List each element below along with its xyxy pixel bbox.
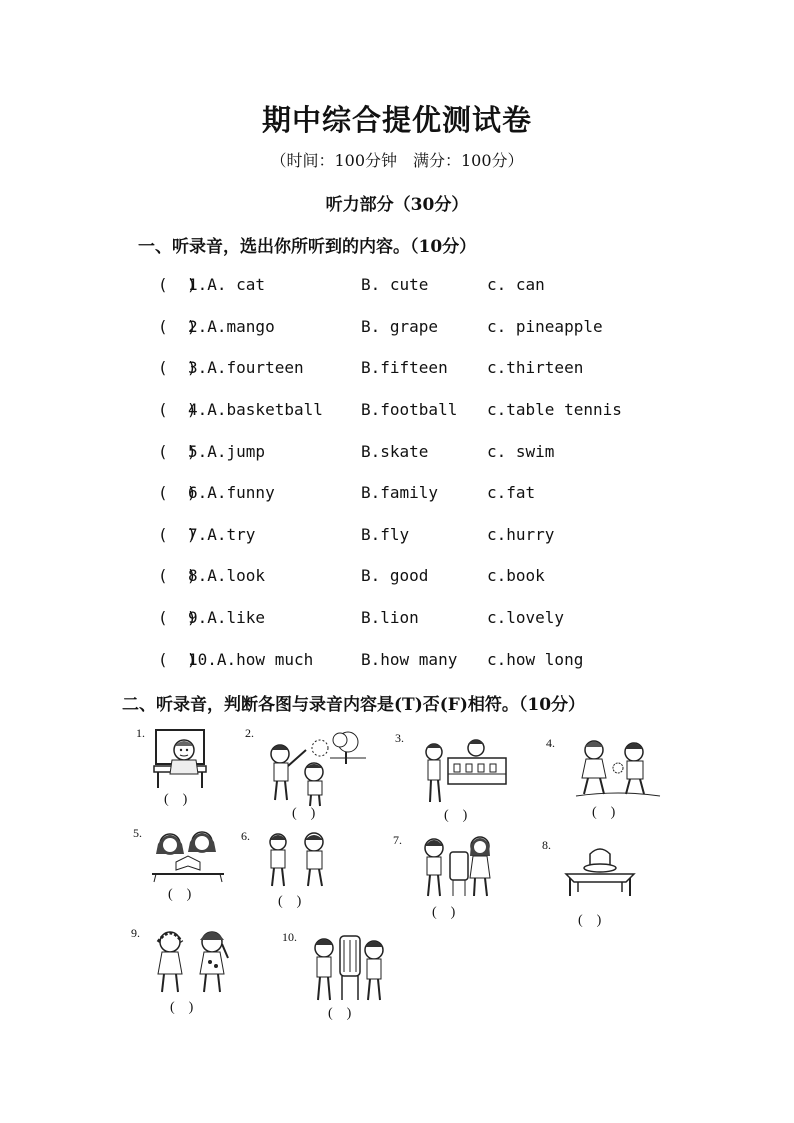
two-girls-reading-icon [150, 826, 226, 884]
kids-by-chair-icon [306, 932, 392, 1004]
option-a: 2.A.mango [188, 317, 275, 336]
option-c: c. pineapple [487, 317, 603, 336]
option-a: 1.A. cat [188, 275, 266, 294]
answer-blank[interactable]: ( ) [164, 792, 188, 807]
option-c: c.thirteen [487, 358, 584, 377]
option-b: B.family [361, 483, 439, 502]
kids-with-chair-icon [418, 834, 498, 900]
two-kids-talking-icon [262, 830, 336, 890]
answer-blank[interactable]: ( ) [158, 483, 197, 502]
answer-blank[interactable]: ( ) [158, 400, 197, 419]
boy-at-desk-icon [150, 728, 212, 790]
answer-blank[interactable]: ( ) [158, 442, 197, 461]
kids-playing-icon [572, 736, 664, 800]
answer-blank[interactable]: ( ) [158, 608, 197, 627]
answer-blank[interactable]: ( ) [158, 317, 197, 336]
option-b: B.fifteen [361, 358, 448, 377]
option-b: B. cute [361, 275, 429, 294]
option-b: B. grape [361, 317, 439, 336]
page-title: 期中综合提优测试卷 [261, 103, 532, 137]
answer-blank[interactable]: ( ) [278, 894, 302, 909]
option-b: B.football [361, 400, 458, 419]
option-a: 8.A.look [188, 566, 266, 585]
kids-shop-counter-icon [418, 734, 510, 806]
option-a: 10.A.how much [188, 650, 314, 669]
kids-pointing-icon [262, 728, 370, 808]
picture-number: 1. [136, 726, 145, 740]
answer-blank[interactable]: ( ) [168, 887, 192, 902]
option-a: 6.A.funny [188, 483, 275, 502]
option-b: B.lion [361, 608, 419, 627]
option-b: B.skate [361, 442, 429, 461]
picture-number: 6. [241, 829, 250, 843]
two-girls-icon [150, 928, 236, 996]
option-c: c.table tennis [487, 400, 622, 419]
option-c: c. can [487, 275, 545, 294]
answer-blank[interactable]: ( ) [158, 566, 197, 585]
answer-blank[interactable]: ( ) [158, 275, 197, 294]
answer-blank[interactable]: ( ) [158, 358, 197, 377]
picture-number: 5. [133, 826, 142, 840]
answer-blank[interactable]: ( ) [292, 806, 316, 821]
section-title: 听力部分（30分） [325, 195, 469, 215]
picture-number: 7. [393, 833, 402, 847]
part1-heading: 一、听录音，选出你所听到的内容。（10分） [138, 237, 477, 257]
picture-number: 4. [546, 736, 555, 750]
picture-number: 3. [395, 731, 404, 745]
option-a: 7.A.try [188, 525, 256, 544]
option-a: 3.A.fourteen [188, 358, 304, 377]
option-c: c.hurry [487, 525, 555, 544]
answer-blank[interactable]: ( ) [444, 808, 468, 823]
picture-number: 10. [282, 930, 297, 944]
answer-blank[interactable]: ( ) [592, 805, 616, 820]
option-c: c.lovely [487, 608, 565, 627]
answer-blank[interactable]: ( ) [432, 905, 456, 920]
answer-blank[interactable]: ( ) [158, 525, 197, 544]
exam-info: （时间：100分钟 满分：100分） [270, 151, 524, 170]
part2-heading: 二、听录音，判断各图与录音内容是(T)否(F)相符。（10分） [122, 695, 586, 715]
option-c: c. swim [487, 442, 555, 461]
answer-blank[interactable]: ( ) [578, 913, 602, 928]
answer-blank[interactable]: ( ) [170, 1000, 194, 1015]
option-c: c.book [487, 566, 545, 585]
option-b: B.how many [361, 650, 458, 669]
option-a: 5.A.jump [188, 442, 266, 461]
picture-number: 9. [131, 926, 140, 940]
picture-number: 8. [542, 838, 551, 852]
hat-on-table-icon [564, 848, 636, 898]
option-a: 9.A.like [188, 608, 266, 627]
option-b: B. good [361, 566, 429, 585]
option-c: c.fat [487, 483, 536, 502]
answer-blank[interactable]: ( ) [328, 1006, 352, 1021]
picture-number: 2. [245, 726, 254, 740]
answer-blank[interactable]: ( ) [158, 650, 197, 669]
option-c: c.how long [487, 650, 584, 669]
option-b: B.fly [361, 525, 410, 544]
option-a: 4.A.basketball [188, 400, 323, 419]
